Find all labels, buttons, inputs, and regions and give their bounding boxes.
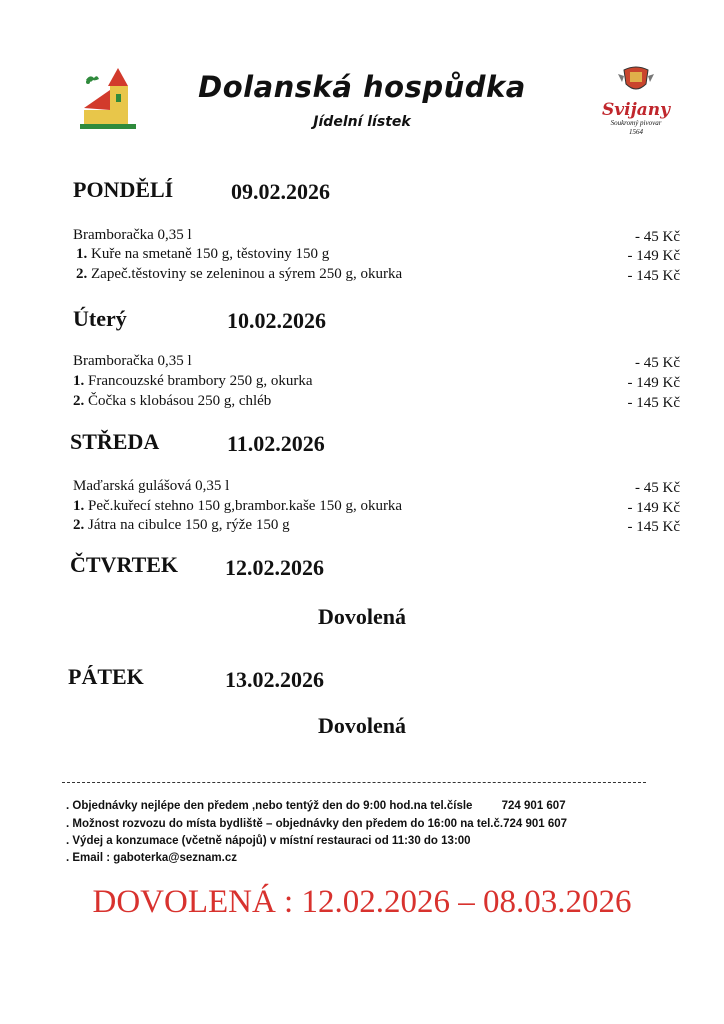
coat-of-arms-icon	[616, 66, 656, 96]
menu-price: - 145 Kč	[627, 268, 680, 284]
day-wednesday-name: STŘEDA	[70, 429, 160, 454]
menu-price: - 45 Kč	[635, 480, 680, 496]
brand-name: Svijany	[601, 100, 671, 120]
page-title: Dolanská hospůdka	[198, 70, 526, 104]
brand-logo	[586, 66, 686, 140]
menu-price: - 45 Kč	[635, 229, 680, 245]
menu-price: - 45 Kč	[635, 355, 680, 371]
menu-item: 1. Kuře na smetaně 150 g, těstoviny 150 g	[76, 246, 330, 262]
menu-item: 2. Čočka s klobásou 250 g, chléb	[73, 393, 272, 409]
brand-tagline: Soukromý pivovar	[610, 119, 662, 127]
menu-item: 2. Játra na cibulce 150 g, rýže 150 g	[73, 517, 290, 533]
page-subtitle: Jídelní lístek	[313, 114, 411, 130]
day-friday-name: PÁTEK	[68, 664, 144, 689]
footer-line-delivery: . Možnost rozvozu do místa bydliště – objednávky den předem do 16:00 na tel.č.724 901 607	[66, 818, 568, 830]
menu-price: - 145 Kč	[627, 519, 680, 535]
day-monday-name: PONDĚLÍ	[73, 177, 174, 202]
menu-item: Maďarská gulášová 0,35 l	[73, 478, 230, 494]
day-thursday-date: 12.02.2026	[225, 555, 324, 580]
day-tuesday-date: 10.02.2026	[227, 308, 326, 333]
menu-price: - 149 Kč	[627, 248, 680, 264]
footer-line-orders: . Objednávky nejlépe den předem ,nebo tentýž den do 9:00 hod.na tel.čísle 724 901 607	[66, 800, 566, 812]
day-friday-date: 13.02.2026	[225, 667, 324, 692]
menu-item: 2. Zapeč.těstoviny se zeleninou a sýrem 250 g, okurka	[76, 266, 403, 282]
footer-line-email: . Email : gaboterka@seznam.cz	[66, 852, 237, 864]
day-wednesday-date: 11.02.2026	[227, 431, 325, 456]
menu-item: 1. Peč.kuřecí stehno 150 g,brambor.kaše 150 g, okurka	[73, 498, 403, 514]
menu-price: - 149 Kč	[627, 375, 680, 391]
menu-item: Bramboračka 0,35 l	[73, 227, 192, 243]
menu-price: - 149 Kč	[627, 500, 680, 516]
day-monday-date: 09.02.2026	[231, 179, 330, 204]
day-thursday-name: ČTVRTEK	[70, 552, 179, 577]
day-tuesday-name: Úterý	[73, 306, 127, 331]
divider	[62, 782, 646, 783]
day-friday-note: Dovolená	[318, 713, 406, 738]
menu-item: Bramboračka 0,35 l	[73, 353, 192, 369]
vacation-banner: DOVOLENÁ : 12.02.2026 – 08.03.2026	[92, 884, 632, 920]
menu-item: 1. Francouzské brambory 250 g, okurka	[73, 373, 313, 389]
day-thursday-note: Dovolená	[318, 604, 406, 629]
menu-price: - 145 Kč	[627, 395, 680, 411]
footer-line-serving: . Výdej a konzumace (včetně nápojů) v místní restauraci od 11:30 do 13:00	[66, 835, 471, 847]
brand-year: 1564	[629, 128, 643, 136]
